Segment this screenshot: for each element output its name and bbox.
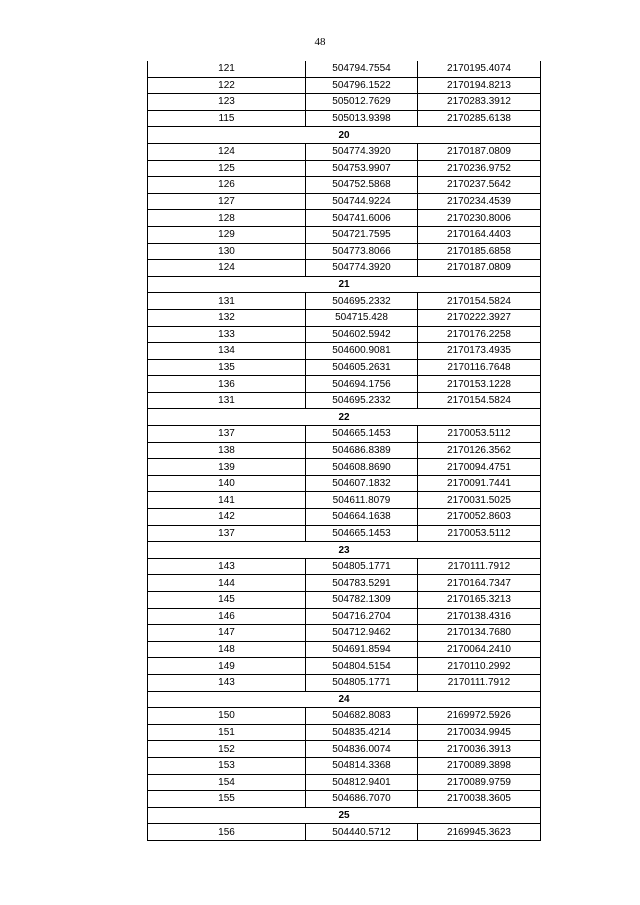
table-row [148,525,541,542]
point-number-cell: 143 [148,558,306,575]
y-coordinate-cell: 2170154.5824 [418,392,541,409]
table-row [148,94,541,111]
x-coordinate-cell: 504600.9081 [306,343,418,360]
point-number-cell: 139 [148,459,306,476]
point-number-cell: 137 [148,525,306,542]
section-title: 20 [148,127,541,144]
table-row [148,459,541,476]
x-coordinate-cell: 504691.8594 [306,641,418,658]
table-row [148,177,541,194]
x-coordinate-cell: 504686.8389 [306,442,418,459]
point-number-cell: 150 [148,708,306,725]
section-title: 23 [148,542,541,559]
y-coordinate-cell: 2170038.3605 [418,791,541,808]
section-title: 21 [148,276,541,293]
point-number-cell: 153 [148,757,306,774]
point-number-cell: 136 [148,376,306,393]
point-number-cell: 155 [148,791,306,808]
x-coordinate-cell: 504715.428 [306,309,418,326]
table-row [148,359,541,376]
coordinates-table-body [148,61,541,840]
point-number-cell: 154 [148,774,306,791]
table-row [148,509,541,526]
point-number-cell: 115 [148,110,306,127]
point-number-cell: 138 [148,442,306,459]
table-row [148,426,541,443]
table-row [148,608,541,625]
y-coordinate-cell: 2169972.5926 [418,708,541,725]
table-row [148,293,541,310]
point-number-cell: 146 [148,608,306,625]
y-coordinate-cell: 2170195.4074 [418,61,541,77]
x-coordinate-cell: 504796.1522 [306,77,418,94]
point-number-cell: 125 [148,160,306,177]
y-coordinate-cell: 2170089.9759 [418,774,541,791]
x-coordinate-cell: 504814.3368 [306,757,418,774]
y-coordinate-cell: 2170230.8006 [418,210,541,227]
point-number-cell: 137 [148,426,306,443]
y-coordinate-cell: 2170153.1228 [418,376,541,393]
x-coordinate-cell: 504812.9401 [306,774,418,791]
y-coordinate-cell: 2170116.7648 [418,359,541,376]
point-number-cell: 145 [148,592,306,609]
x-coordinate-cell: 505012.7629 [306,94,418,111]
section-header-row [148,276,541,293]
x-coordinate-cell: 504608.8690 [306,459,418,476]
point-number-cell: 149 [148,658,306,675]
y-coordinate-cell: 2170110.2992 [418,658,541,675]
section-header-row [148,807,541,824]
table-row [148,309,541,326]
point-number-cell: 141 [148,492,306,509]
x-coordinate-cell: 504752.5868 [306,177,418,194]
y-coordinate-cell: 2170134.7680 [418,625,541,642]
x-coordinate-cell: 504682.8083 [306,708,418,725]
x-coordinate-cell: 504716.2704 [306,608,418,625]
x-coordinate-cell: 504665.1453 [306,426,418,443]
point-number-cell: 140 [148,475,306,492]
x-coordinate-cell: 504664.1638 [306,509,418,526]
y-coordinate-cell: 2170111.7912 [418,558,541,575]
table-row [148,558,541,575]
y-coordinate-cell: 2170126.3562 [418,442,541,459]
table-row [148,492,541,509]
table-row [148,143,541,160]
x-coordinate-cell: 504605.2631 [306,359,418,376]
table-row [148,326,541,343]
table-row [148,392,541,409]
section-header-row [148,691,541,708]
section-title: 22 [148,409,541,426]
y-coordinate-cell: 2170173.4935 [418,343,541,360]
y-coordinate-cell: 2170111.7912 [418,674,541,691]
y-coordinate-cell: 2170164.7347 [418,575,541,592]
table-row [148,61,541,77]
x-coordinate-cell: 504774.3920 [306,143,418,160]
x-coordinate-cell: 504712.9462 [306,625,418,642]
table-row [148,575,541,592]
table-row [148,210,541,227]
y-coordinate-cell: 2170034.9945 [418,724,541,741]
table-row [148,260,541,277]
x-coordinate-cell: 504835.4214 [306,724,418,741]
x-coordinate-cell: 504805.1771 [306,558,418,575]
x-coordinate-cell: 504686.7070 [306,791,418,808]
point-number-cell: 128 [148,210,306,227]
table-row [148,724,541,741]
y-coordinate-cell: 2170052.8603 [418,509,541,526]
y-coordinate-cell: 2170064.2410 [418,641,541,658]
y-coordinate-cell: 2170165.3213 [418,592,541,609]
point-number-cell: 134 [148,343,306,360]
table-row [148,625,541,642]
x-coordinate-cell: 504774.3920 [306,260,418,277]
table-row [148,741,541,758]
section-title: 24 [148,691,541,708]
coordinates-table [147,61,541,841]
section-header-row [148,409,541,426]
x-coordinate-cell: 504695.2332 [306,392,418,409]
point-number-cell: 126 [148,177,306,194]
x-coordinate-cell: 504611.8079 [306,492,418,509]
point-number-cell: 143 [148,674,306,691]
point-number-cell: 127 [148,193,306,210]
x-coordinate-cell: 504805.1771 [306,674,418,691]
table-row [148,592,541,609]
point-number-cell: 130 [148,243,306,260]
section-header-row [148,542,541,559]
point-number-cell: 121 [148,61,306,77]
table-row [148,193,541,210]
y-coordinate-cell: 2170089.3898 [418,757,541,774]
y-coordinate-cell: 2170234.4539 [418,193,541,210]
y-coordinate-cell: 2170176.2258 [418,326,541,343]
point-number-cell: 124 [148,143,306,160]
table-row [148,442,541,459]
table-row [148,243,541,260]
y-coordinate-cell: 2170222.3927 [418,309,541,326]
x-coordinate-cell: 504602.5942 [306,326,418,343]
table-row [148,343,541,360]
point-number-cell: 142 [148,509,306,526]
y-coordinate-cell: 2170194.8213 [418,77,541,94]
table-row [148,791,541,808]
y-coordinate-cell: 2170138.4316 [418,608,541,625]
x-coordinate-cell: 504804.5154 [306,658,418,675]
point-number-cell: 156 [148,824,306,841]
point-number-cell: 132 [148,309,306,326]
point-number-cell: 122 [148,77,306,94]
table-row [148,757,541,774]
y-coordinate-cell: 2170237.5642 [418,177,541,194]
point-number-cell: 131 [148,293,306,310]
table-row [148,824,541,841]
y-coordinate-cell: 2170094.4751 [418,459,541,476]
table-row [148,226,541,243]
x-coordinate-cell: 504753.9907 [306,160,418,177]
x-coordinate-cell: 504607.1832 [306,475,418,492]
x-coordinate-cell: 504794.7554 [306,61,418,77]
table-row [148,475,541,492]
x-coordinate-cell: 504744.9224 [306,193,418,210]
x-coordinate-cell: 504695.2332 [306,293,418,310]
table-row [148,774,541,791]
y-coordinate-cell: 2170236.9752 [418,160,541,177]
table-row [148,674,541,691]
point-number-cell: 148 [148,641,306,658]
x-coordinate-cell: 504836.0074 [306,741,418,758]
point-number-cell: 144 [148,575,306,592]
y-coordinate-cell: 2170036.3913 [418,741,541,758]
table-row [148,376,541,393]
y-coordinate-cell: 2170053.5112 [418,426,541,443]
table-row [148,708,541,725]
x-coordinate-cell: 504783.5291 [306,575,418,592]
y-coordinate-cell: 2170283.3912 [418,94,541,111]
y-coordinate-cell: 2170185.6858 [418,243,541,260]
y-coordinate-cell: 2170031.5025 [418,492,541,509]
table-row [148,77,541,94]
table-row [148,110,541,127]
table-row [148,160,541,177]
x-coordinate-cell: 504665.1453 [306,525,418,542]
x-coordinate-cell: 505013.9398 [306,110,418,127]
y-coordinate-cell: 2170187.0809 [418,143,541,160]
table-row [148,641,541,658]
section-header-row [148,127,541,144]
point-number-cell: 131 [148,392,306,409]
point-number-cell: 147 [148,625,306,642]
page-number: 48 [314,36,326,48]
y-coordinate-cell: 2170053.5112 [418,525,541,542]
x-coordinate-cell: 504773.8066 [306,243,418,260]
point-number-cell: 129 [148,226,306,243]
y-coordinate-cell: 2170187.0809 [418,260,541,277]
y-coordinate-cell: 2170091.7441 [418,475,541,492]
x-coordinate-cell: 504694.1756 [306,376,418,393]
point-number-cell: 152 [148,741,306,758]
y-coordinate-cell: 2170285.6138 [418,110,541,127]
point-number-cell: 151 [148,724,306,741]
point-number-cell: 123 [148,94,306,111]
point-number-cell: 135 [148,359,306,376]
section-title: 25 [148,807,541,824]
point-number-cell: 124 [148,260,306,277]
x-coordinate-cell: 504741.6006 [306,210,418,227]
y-coordinate-cell: 2170154.5824 [418,293,541,310]
table-row [148,658,541,675]
point-number-cell: 133 [148,326,306,343]
x-coordinate-cell: 504782.1309 [306,592,418,609]
y-coordinate-cell: 2170164.4403 [418,226,541,243]
x-coordinate-cell: 504440.5712 [306,824,418,841]
y-coordinate-cell: 2169945.3623 [418,824,541,841]
x-coordinate-cell: 504721.7595 [306,226,418,243]
